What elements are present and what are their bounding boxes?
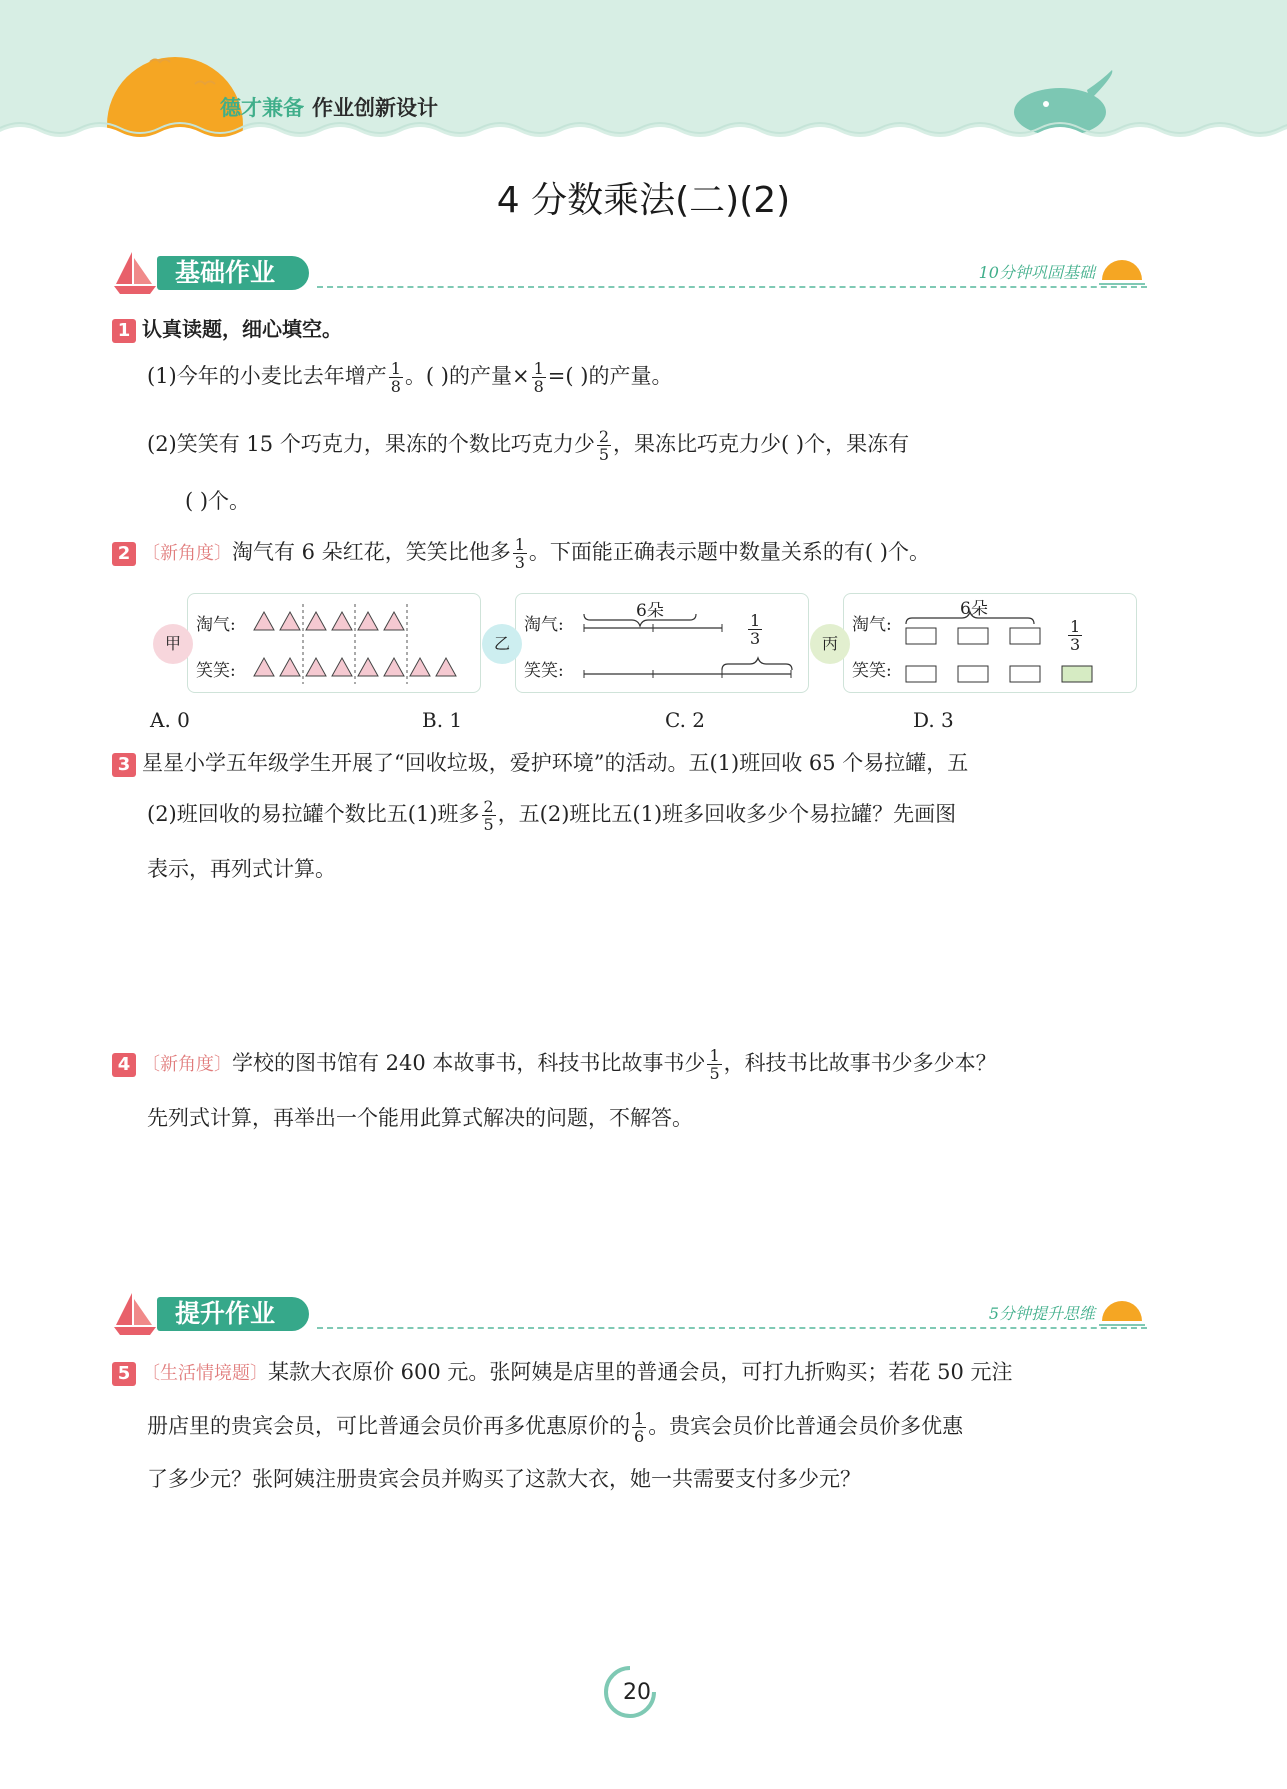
q1-part2 (147, 428, 909, 463)
q4-line1 (112, 1047, 997, 1082)
q5-line2 (147, 1410, 963, 1445)
text: ，科技书比故事书少多少本？ (723, 1051, 997, 1075)
label-xiaoxiao: 笑笑: (852, 661, 892, 681)
text: 。贵宾会员价比普通会员价多优惠 (648, 1414, 964, 1438)
q1-heading (112, 313, 342, 343)
triangle-mark (306, 658, 326, 676)
text: (1)今年的小麦比去年增产 (147, 364, 387, 388)
text: 学校的图书馆有 240 本故事书，科技书比故事书少 (232, 1051, 706, 1075)
text: 某款大衣原价 600 元。张阿姨是店里的普通会员，可打九折购买；若花 50 元注 (268, 1360, 1013, 1384)
fraction: $\frac{1}{3}$ (750, 611, 761, 648)
divider (317, 286, 1147, 288)
text: (2)笑笑有 15 个巧克力，果冻的个数比巧克力少 (147, 432, 595, 456)
fraction: $\frac{1}{8}$ (533, 359, 544, 396)
question-tag: 〔新角度〕 (142, 1054, 232, 1075)
page-number: 20 (623, 1680, 651, 1705)
label-six: 6朵 (636, 601, 664, 621)
sun-icon (1097, 250, 1147, 290)
triangle-mark (436, 658, 456, 676)
fraction: $\frac{1}{6}$ (634, 1409, 645, 1446)
label-yi: 乙 (482, 624, 522, 664)
fraction: $\frac{1}{5}$ (709, 1046, 720, 1083)
q5-line3: 了多少元？张阿姨注册贵宾会员并购买了这款大衣，她一共需要支付多少元？ (147, 1467, 861, 1491)
text: 淘气有 6 朵红花，笑笑比他多 (232, 540, 511, 564)
option-a: A. 0 (150, 708, 190, 732)
q3-line1 (112, 747, 968, 777)
fraction: $\frac{1}{8}$ (390, 359, 401, 396)
question-number: 2 (112, 542, 136, 566)
divider (317, 1327, 1147, 1329)
question-number: 3 (112, 753, 136, 777)
label-bing: 丙 (810, 624, 850, 664)
q3-line3: 表示，再列式计算。 (147, 857, 336, 881)
whale-icon (1014, 70, 1112, 136)
triangle-mark (358, 612, 378, 630)
q1-instruction: 认真读题，细心填空。 (142, 317, 342, 341)
text: =( )的产量。 (547, 364, 673, 388)
triangle-mark (384, 658, 404, 676)
q1-part1 (147, 360, 672, 395)
question-tag: 〔生活情境题〕 (142, 1363, 268, 1384)
triangle-mark (358, 658, 378, 676)
fraction: $\frac{1}{3}$ (1070, 617, 1081, 654)
option-b: B. 1 (422, 708, 463, 732)
fraction: $\frac{2}{5}$ (598, 427, 610, 464)
sailboat-icon (112, 248, 162, 298)
section-label: 基础作业 (157, 256, 309, 290)
section-basic (112, 248, 1147, 298)
diagram-yi (515, 593, 809, 693)
triangle-mark (280, 612, 300, 630)
text: 册店里的贵宾会员，可比普通会员价再多优惠原价的 (147, 1414, 630, 1438)
page-title: 4 分数乘法(二)(2) (496, 180, 791, 221)
text: 。下面能正确表示题中数量关系的有( )个。 (528, 540, 930, 564)
triangle-mark (280, 658, 300, 676)
fraction: $\frac{1}{3}$ (514, 535, 525, 572)
q5-line1 (112, 1356, 1013, 1386)
label-taoqi: 淘气: (852, 615, 892, 635)
header-band (0, 0, 1287, 150)
fraction: $\frac{2}{5}$ (483, 797, 494, 834)
brand (220, 92, 438, 122)
option-c: C. 2 (665, 708, 706, 732)
q2-text (112, 536, 930, 571)
text: 星星小学五年级学生开展了“回收垃圾，爱护环境”的活动。五(1)班回收 65 个易拉罐，五 (142, 751, 969, 775)
diagram-bing (843, 593, 1137, 693)
text: 。( )的产量× (404, 364, 530, 388)
q1-part2-cont: ( )个。 (185, 489, 251, 513)
label-xiaoxiao: 笑笑: (524, 661, 564, 681)
option-d: D. 3 (913, 708, 954, 732)
triangle-diagram (188, 594, 480, 692)
section-advanced (112, 1289, 1147, 1339)
triangle-mark (332, 658, 352, 676)
label-six: 6朵 (960, 599, 988, 619)
segment-diagram (516, 594, 808, 692)
question-number: 4 (112, 1053, 136, 1077)
label-taoqi: 淘气: (196, 615, 236, 635)
label-xiaoxiao: 笑笑: (196, 661, 236, 681)
question-tag: 〔新角度〕 (142, 543, 232, 564)
question-number: 1 (112, 319, 136, 343)
text: ，五(2)班比五(1)班多回收多少个易拉罐？先画图 (497, 802, 957, 826)
text: (2)班回收的易拉罐个数比五(1)班多 (147, 802, 480, 826)
triangle-mark (384, 612, 404, 630)
box-diagram (844, 594, 1136, 692)
brand-dark: 作业创新设计 (312, 96, 438, 120)
section-tag: 5分钟提升思维 (988, 1304, 1095, 1323)
question-number: 5 (112, 1362, 136, 1386)
section-label: 提升作业 (157, 1297, 309, 1331)
header-decoration (0, 0, 1287, 150)
triangle-mark (306, 612, 326, 630)
text: ，果冻比巧克力少( )个，果冻有 (613, 432, 910, 456)
diagram-jia (187, 593, 481, 693)
triangle-mark (254, 658, 274, 676)
sailboat-icon (112, 1289, 162, 1339)
label-taoqi: 淘气: (524, 615, 564, 635)
triangle-mark (410, 658, 430, 676)
brand-green: 德才兼备 (220, 96, 304, 120)
triangle-mark (332, 612, 352, 630)
sun-icon (1097, 1291, 1147, 1331)
q4-line2: 先列式计算，再举出一个能用此算式解决的问题，不解答。 (147, 1106, 693, 1130)
label-jia: 甲 (153, 624, 193, 664)
q3-line2 (147, 798, 956, 833)
section-tag: 10分钟巩固基础 (978, 263, 1095, 282)
triangle-mark (254, 612, 274, 630)
